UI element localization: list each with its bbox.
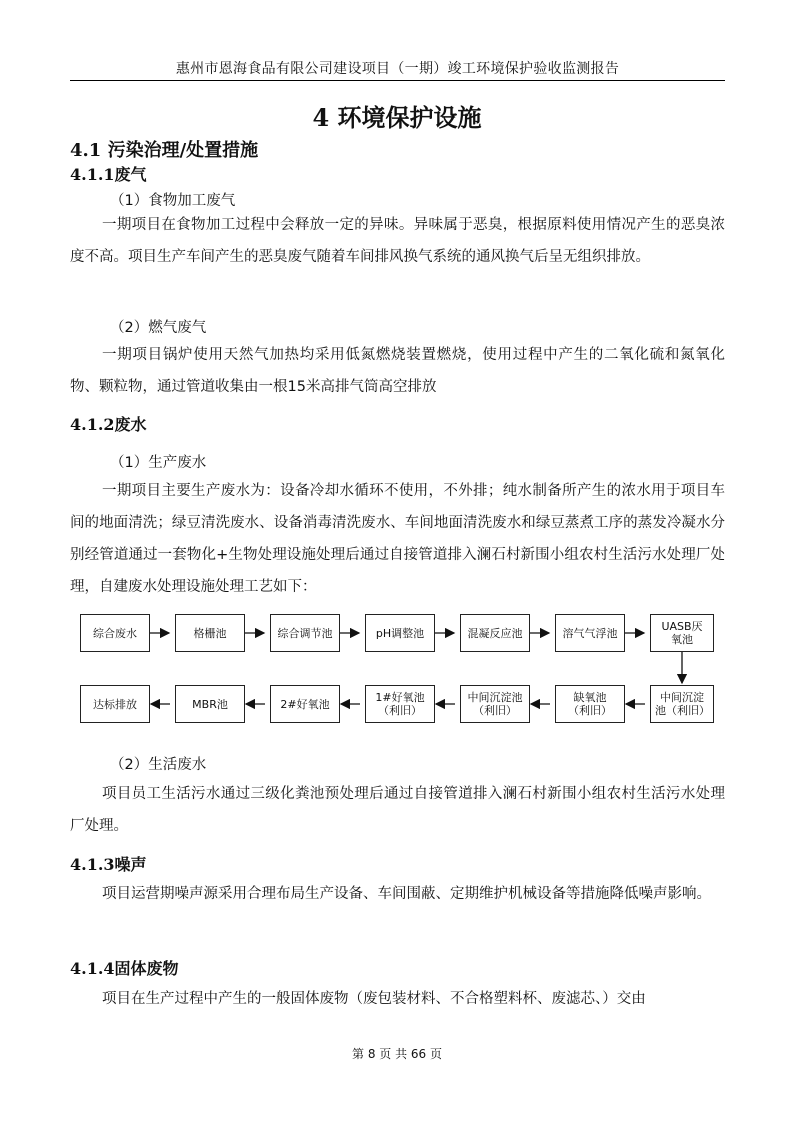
flow-step-uasb-tank: UASB厌氧池 xyxy=(650,614,714,652)
running-header: 惠州市恩海食品有限公司建设项目（一期）竣工环境保护验收监测报告 xyxy=(175,61,620,77)
flow-step-mbr-tank: MBR池 xyxy=(175,685,245,723)
section-heading-4-1: 4.1 污染治理/处置措施 xyxy=(70,140,259,161)
subheading-gas-combustion: （2）燃气废气 xyxy=(110,320,207,336)
flow-step-anoxic-tank: 缺氧池（利旧） xyxy=(555,685,625,723)
flow-step-coagulation-tank: 混凝反应池 xyxy=(460,614,530,652)
page-number: 第 8 页 共 66 页 xyxy=(352,1047,442,1061)
flow-step-mixed-wastewater: 综合废水 xyxy=(80,614,150,652)
paragraph-noise: 项目运营期噪声源采用合理布局生产设备、车间围蔽、定期维护机械设备等措施降低噪声影响。 xyxy=(102,886,711,902)
section-heading-4-1-4: 4.1.4固体废物 xyxy=(70,959,179,978)
flow-step-grid-tank: 格栅池 xyxy=(175,614,245,652)
section-heading-4-1-3: 4.1.3噪声 xyxy=(70,855,147,874)
subheading-domestic-wastewater: （2）生活废水 xyxy=(110,757,207,773)
paragraph-domestic-wastewater: 项目员工生活污水通过三级化粪池预处理后通过自接管道排入澜石村新围小组农村生活污水处理厂处理。 xyxy=(70,786,725,834)
flow-step-compliant-discharge: 达标排放 xyxy=(80,685,150,723)
flow-step-intermediate-sedimentation-2: 中间沉淀池（利旧） xyxy=(460,685,530,723)
flow-step-ph-adjust-tank: pH调整池 xyxy=(365,614,435,652)
subheading-production-wastewater: （1）生产废水 xyxy=(110,455,207,471)
section-heading-4-1-2: 4.1.2废水 xyxy=(70,415,147,434)
paragraph-gas-combustion: 一期项目锅炉使用天然气加热均采用低氮燃烧装置燃烧，使用过程中产生的二氧化硫和氮氧化物、颗粒物，通过管道收集由一根15米高排气筒高空排放 xyxy=(70,347,725,395)
paragraph-food-processing-gas: 一期项目在食物加工过程中会释放一定的异味。异味属于恶臭，根据原料使用情况产生的恶臭浓度不高。项目生产车间产生的恶臭废气随着车间排风换气系统的通风换气后呈无组织排放。 xyxy=(70,217,725,265)
flow-step-regulating-tank: 综合调节池 xyxy=(270,614,340,652)
flow-step-aerobic-tank-2: 2#好氧池 xyxy=(270,685,340,723)
flow-step-air-flotation-tank: 溶气气浮池 xyxy=(555,614,625,652)
section-heading-4-1-1: 4.1.1废气 xyxy=(70,165,147,184)
flow-step-intermediate-sedimentation-1: 中间沉淀池（利旧） xyxy=(650,685,714,723)
chapter-title: 4 环境保护设施 xyxy=(312,103,482,132)
paragraph-production-wastewater: 一期项目主要生产废水为：设备冷却水循环不使用，不外排；纯水制备所产生的浓水用于项目车间的地面清洗；绿豆清洗废水、设备消毒清洗废水、车间地面清洗废水和绿豆蒸煮工序的蒸发冷凝水分别经管道通过一套物化+生物处理设施处理后通过自接管道排入澜石村新围小组农村生活污水处理厂处理，自建废水处理设施处理工艺如下： xyxy=(70,483,725,595)
subheading-food-processing-gas: （1）食物加工废气 xyxy=(110,193,236,209)
header-divider xyxy=(70,80,725,81)
paragraph-solid-waste: 项目在生产过程中产生的一般固体废物（废包装材料、不合格塑料杯、废滤芯、）交由 xyxy=(102,991,646,1007)
wastewater-process-flowchart xyxy=(70,606,725,734)
flow-step-aerobic-tank-1: 1#好氧池（利旧） xyxy=(365,685,435,723)
